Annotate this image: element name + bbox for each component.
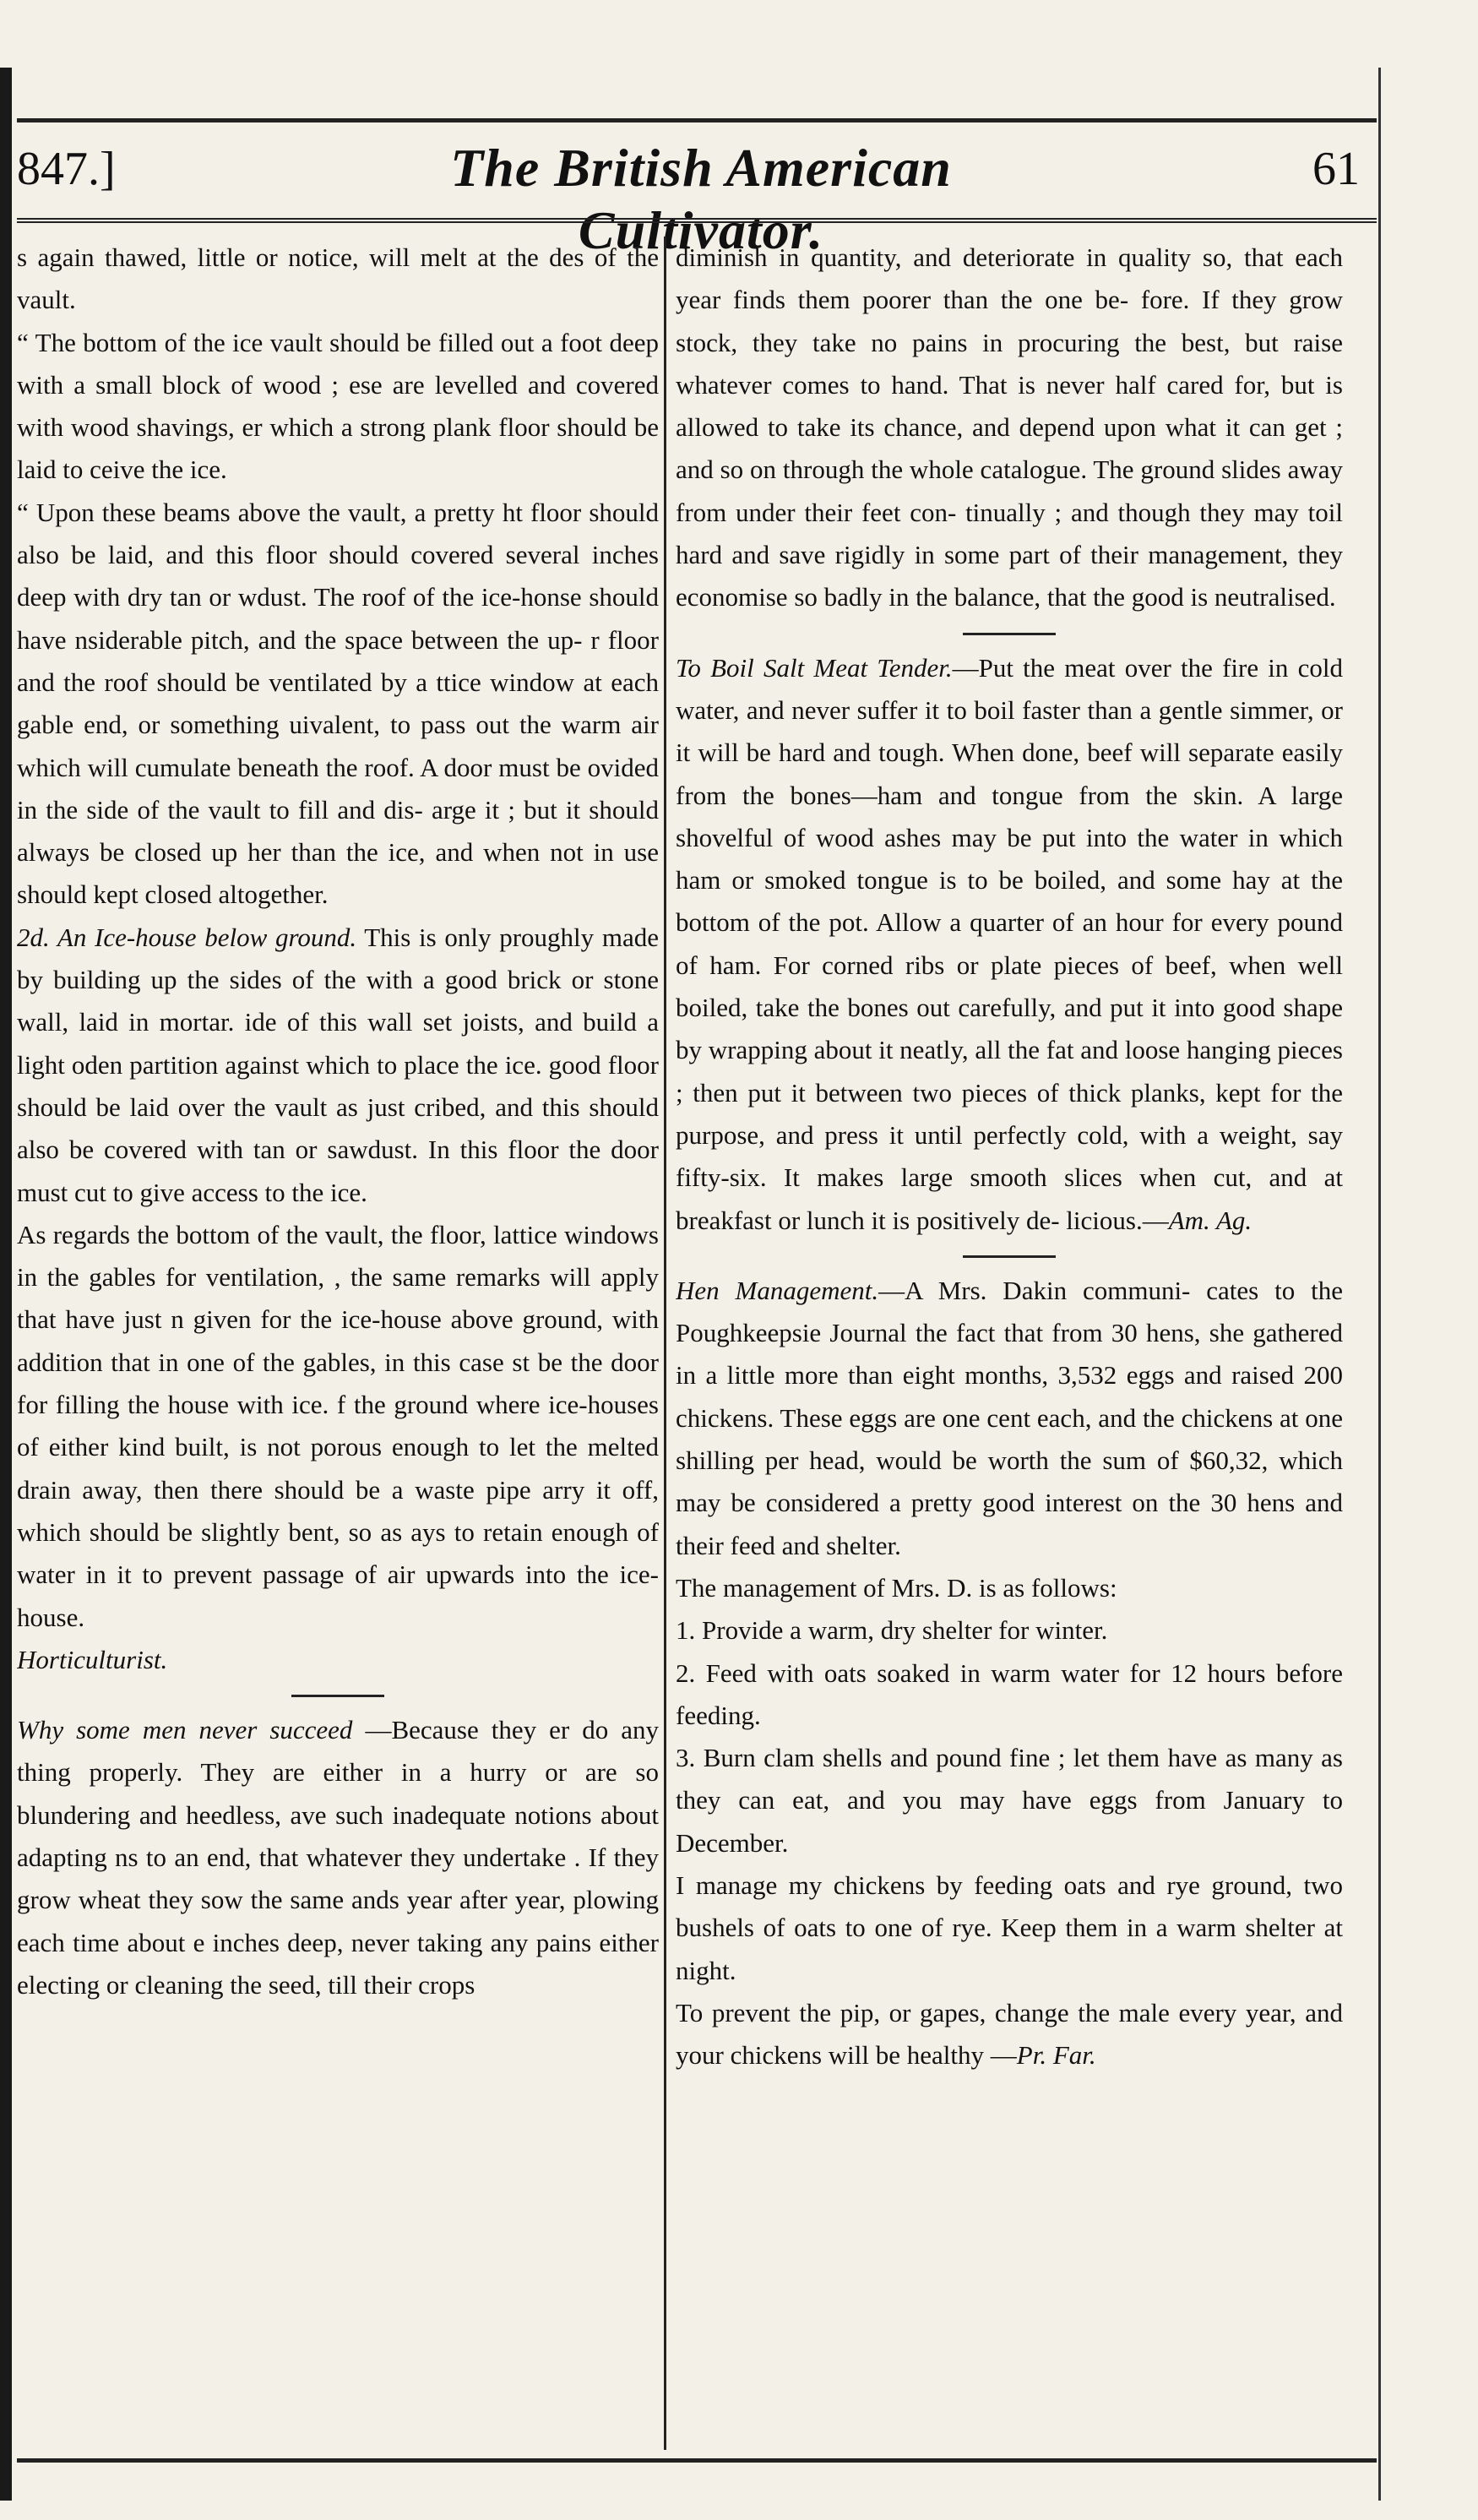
paragraph <box>17 1709 659 2006</box>
article-heading: Why some men never succeed <box>17 1715 353 1745</box>
paragraph-text: I manage my chickens by feeding oats and rye ground, two bushels of oats to one of rye. Keep them in a warm shelter at night. <box>676 1870 1343 1985</box>
paragraph <box>17 237 659 322</box>
paragraph <box>676 1737 1343 1864</box>
paragraph <box>676 237 1343 619</box>
paragraph-text: “ The bottom of the ice vault should be filled out a foot deep with a small block of wood ; ese are levelled and covered with wood shavings, er which a strong plank floor should be laid to ceive the ice. <box>17 327 659 485</box>
page-right-border <box>1378 68 1381 2501</box>
paragraph <box>676 647 1343 1242</box>
paragraph-text: “ Upon these beams above the vault, a pretty ht floor should also be laid, and this floor should covered several inches deep with dry tan or wdust. The roof of the ice-honse should have nsiderable pitch, and the space between the up- r floor and the roof should be ventilated by a ttice window at each gable end, or something uivalent, to pass out the warm air which will cumulate beneath the roof. A door must be ovided in the side of the vault to fill and dis- arge it ; but it should always be closed up her than the ice, and when not in use should kept closed altogether. <box>17 497 659 910</box>
paragraph-text: As regards the bottom of the vault, the floor, lattice windows in the gables for ventilation, , the same remarks will apply that have just n given for the ice-house above ground, with addition that in one of the gables, in this case st be the door for filling the house with ice. f the ground where ice-houses of either kind built, is not porous enough to let the melted drain away, then there should be a waste pipe arry it off, which should be slightly bent, so as ays to retain enough of water in it to prevent passage of air upwards into the ice-house. <box>17 1219 659 1632</box>
article-heading: 2d. An Ice-house below ground. <box>17 922 357 952</box>
paragraph <box>17 322 659 492</box>
paragraph <box>17 492 659 917</box>
article-heading: Horticulturist. <box>17 1644 168 1674</box>
paragraph-text: The management of Mrs. D. is as follows: <box>676 1572 1117 1603</box>
article-heading: To Boil Salt Meat Tender. <box>676 652 953 683</box>
paragraph <box>17 1639 659 1681</box>
volume-marker: 847.] <box>17 143 116 195</box>
paragraph <box>676 1270 1343 1567</box>
paragraph-text: To prevent the pip, or gapes, change the male every year, and your chickens will be healthy — <box>676 1997 1343 2071</box>
paragraph <box>676 1567 1343 1609</box>
section-separator <box>963 1255 1056 1258</box>
article-heading: Hen Management. <box>676 1275 879 1305</box>
paragraph-text: s again thawed, little or notice, will melt at the des of the vault. <box>17 242 659 315</box>
source-credit: Am. Ag. <box>1168 1205 1252 1235</box>
paragraph-text: 2. Feed with oats soaked in warm water for 12 hours before feeding. <box>676 1657 1343 1730</box>
header-rule-bottom <box>17 218 1377 223</box>
footer-rule <box>17 2458 1377 2463</box>
column-divider <box>664 237 666 2450</box>
page-header <box>17 127 1377 260</box>
paragraph <box>676 1992 1343 2077</box>
paragraph-text: 3. Burn clam shells and pound fine ; let them have as many as they can eat, and you may have eggs from January to December. <box>676 1743 1343 1858</box>
paragraph-text: —Because they er do any thing properly. They are either in a hurry or are so blundering and heedless, ave such inadequate notions about adapting ns to an end, that whatever they undertake . If they grow wheat they sow the same ands year after year, plowing each time about e inches deep, never taking any pains either electing or cleaning the seed, till their crops <box>17 1715 659 2000</box>
section-separator <box>963 633 1056 635</box>
paragraph-text: —Put the meat over the fire in cold water, and never suffer it to boil faster than a gentle simmer, or it will be hard and tough. When done, beef will separate easily from the bones—ham and tongue from the skin. A large shovelful of wood ashes may be put into the water in which ham or smoked tongue is to be boiled, and some hay at the bottom of the pot. Allow a quarter of an hour for every pound of ham. For corned ribs or plate pieces of beef, when well boiled, take the bones out carefully, and put it into good shape by wrapping about it neatly, all the fat and loose hanging pieces ; then put it between two pieces of thick planks, kept for the purpose, and press it until perfectly cold, with a weight, say fifty-six. It makes large smooth slices when cut, and at breakfast or lunch it is positively de- licious.— <box>676 652 1343 1235</box>
page-number: 61 <box>1312 143 1360 195</box>
source-credit: Pr. Far. <box>1016 2040 1096 2071</box>
paragraph-text: 1. Provide a warm, dry shelter for winter. <box>676 1615 1108 1646</box>
paragraph <box>676 1652 1343 1738</box>
paragraph <box>676 1609 1343 1652</box>
section-separator <box>291 1695 384 1697</box>
paragraph-text: This is only proughly made by building up the sides of the with a good brick or stone wall, laid in mortar. ide of this wall set joists, and build a light oden partition against which to place the ice. good floor should be laid over the vault as just cribed, and this should also be covered with tan or sawdust. In this floor the door must cut to give access to the ice. <box>17 922 659 1207</box>
paragraph-text: —A Mrs. Dakin communi- cates to the Poughkeepsie Journal the fact that from 30 hens, she gathered in a little more than eight months, 3,532 eggs and raised 200 chickens. These eggs are one cent each, and the chickens at one shilling per head, would be worth the sum of $60,32, which may be considered a pretty good interest on the 30 hens and their feed and shelter. <box>676 1275 1343 1560</box>
right-column <box>676 237 1343 2450</box>
left-column <box>17 237 659 2450</box>
page-binding-edge <box>0 68 12 2501</box>
paragraph <box>17 1214 659 1639</box>
header-rule-top <box>17 118 1377 122</box>
page-title: The British American Cultivator. <box>450 138 952 260</box>
paragraph <box>17 917 659 1214</box>
paragraph-text: diminish in quantity, and deteriorate in quality so, that each year finds them poorer than the one be- fore. If they grow stock, they take no pains in procuring the best, but raise whatever comes to hand. That is never half cared for, but is allowed to take its chance, and depend upon what it can get ; and so on through the whole catalogue. The ground slides away from under their feet con- tinually ; and though they may toil hard and save rigidly in some part of their management, they economise so badly in the balance, that the good is neutralised. <box>676 242 1343 612</box>
paragraph <box>676 1864 1343 1992</box>
